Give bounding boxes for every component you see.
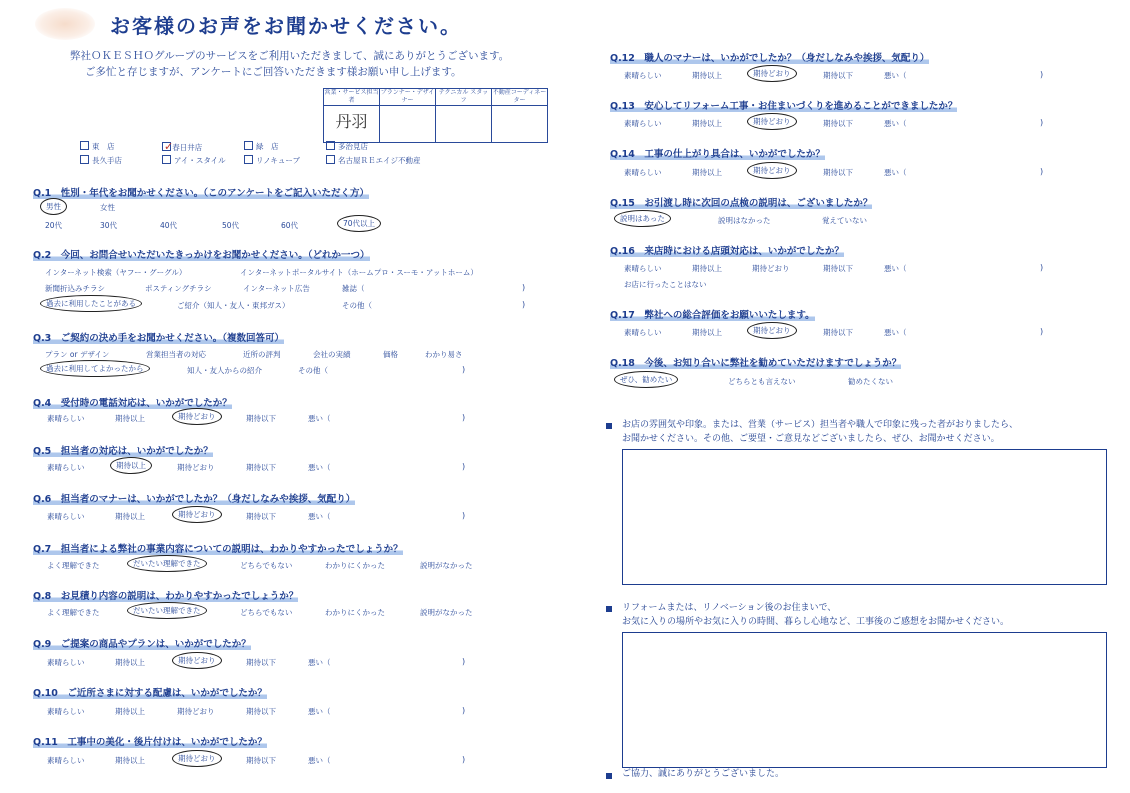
question-2: Q.2 今回、お問合せいただいたきっかけをお聞かせください。（どれか一つ）: [33, 250, 370, 261]
q16-option-excellent[interactable]: 素晴らしい: [624, 264, 662, 273]
q18-option-neutral[interactable]: どちらとも言えない: [728, 377, 796, 386]
bullet-square-icon: [606, 423, 612, 429]
q9-option-excellent[interactable]: 素晴らしい: [47, 658, 85, 667]
q16-option-never-visited[interactable]: お店に行ったことはない: [624, 280, 707, 289]
q2-option-other[interactable]: その他（: [342, 301, 372, 310]
q2-option-web-ad[interactable]: インターネット広告: [243, 284, 310, 293]
store-option-tajimi[interactable]: 多治見店: [326, 140, 416, 154]
checkbox-icon: [80, 155, 89, 164]
q2-option-referral[interactable]: ご紹介（知人・友人・東邦ガス）: [177, 301, 290, 310]
q12-option-above[interactable]: 期待以上: [692, 71, 722, 80]
q17-option-above[interactable]: 期待以上: [692, 328, 722, 337]
q10-option-bad[interactable]: 悪い（: [308, 707, 331, 716]
q13-option-above[interactable]: 期待以上: [692, 119, 722, 128]
store-option-higashi[interactable]: 東 店: [80, 140, 152, 154]
q13-bad-paren: ): [1040, 118, 1044, 127]
q5-option-above[interactable]: 期待以上: [110, 460, 152, 471]
q14-option-below[interactable]: 期待以下: [823, 168, 853, 177]
q9-option-meets[interactable]: 期待どおり: [172, 655, 222, 666]
q2-option-newspaper[interactable]: 新聞折込みチラシ: [45, 284, 105, 293]
q6-option-excellent[interactable]: 素晴らしい: [47, 512, 85, 521]
q15-option-yes[interactable]: 説明はあった: [614, 213, 671, 224]
q13-option-below[interactable]: 期待以下: [823, 119, 853, 128]
question-10: Q.10 ご近所さまに対する配慮は、いかがでしたか？: [33, 688, 267, 699]
check-mark-icon: ✓: [164, 140, 174, 153]
q12-option-below[interactable]: 期待以下: [823, 71, 853, 80]
q1-age-40[interactable]: 40代: [160, 221, 178, 230]
q3-option-sales[interactable]: 営業担当者の対応: [146, 350, 206, 359]
q5-option-excellent[interactable]: 素晴らしい: [47, 463, 85, 472]
staff-header-sales: 営業・サービス担当者: [324, 89, 379, 104]
comment-1-prompt: [622, 418, 1018, 446]
comment-1-box[interactable]: [622, 449, 1107, 585]
q2-other-paren: ): [522, 300, 526, 309]
q8-option-unclear[interactable]: わかりにくかった: [325, 608, 385, 617]
q2-option-magazine[interactable]: 雑誌（: [342, 284, 365, 293]
checkbox-icon: [326, 141, 335, 150]
q11-option-above[interactable]: 期待以上: [115, 756, 145, 765]
q4-option-excellent[interactable]: 素晴らしい: [47, 414, 85, 423]
q17-option-excellent[interactable]: 素晴らしい: [624, 328, 662, 337]
q16-bad-paren: ): [1040, 263, 1044, 272]
q11-option-meets[interactable]: 期待どおり: [172, 753, 222, 764]
checkbox-icon: [162, 155, 171, 164]
comment-2-line-1: リフォームまたは、リノベーション後のお住まいで、: [622, 603, 837, 613]
q3-option-clarity[interactable]: わかり易さ: [425, 350, 463, 359]
question-5: Q.5 担当者の対応は、いかがでしたか？: [33, 446, 213, 457]
q7-option-mostly[interactable]: だいたい理解できた: [127, 558, 207, 569]
q16-option-meets[interactable]: 期待どおり: [752, 264, 790, 273]
question-15: Q.15 お引渡し時に次回の点検の説明は、ございましたか？: [610, 198, 873, 209]
question-17: Q.17 弊社への総合評価をお願いいたします。: [610, 310, 815, 321]
q6-option-below[interactable]: 期待以下: [246, 512, 276, 521]
q10-option-meets[interactable]: 期待どおり: [177, 707, 215, 716]
q13-option-excellent[interactable]: 素晴らしい: [624, 119, 662, 128]
q4-option-meets[interactable]: 期待どおり: [172, 411, 222, 422]
q6-option-meets[interactable]: 期待どおり: [172, 509, 222, 520]
store-option-nagakute[interactable]: 長久手店: [80, 154, 152, 167]
q1-age-30[interactable]: 30代: [100, 221, 118, 230]
question-7: Q.7 担当者による弊社の事業内容についての説明は、わかりやすかったでしょうか？: [33, 544, 403, 555]
q17-bad-paren: ): [1040, 327, 1044, 336]
q9-option-bad[interactable]: 悪い（: [308, 658, 331, 667]
q3-option-plan[interactable]: プラン or デザイン: [45, 350, 110, 359]
q7-option-neither[interactable]: どちらでもない: [240, 561, 293, 570]
q5-bad-paren: ): [462, 462, 466, 471]
staff-cell-planner[interactable]: [380, 106, 436, 143]
q17-option-bad[interactable]: 悪い（: [884, 328, 907, 337]
q4-option-bad[interactable]: 悪い（: [308, 414, 331, 423]
staff-cell-technical[interactable]: [436, 106, 492, 143]
q18-option-recommend[interactable]: ぜひ、勧めたい: [614, 374, 678, 385]
q5-option-below[interactable]: 期待以下: [246, 463, 276, 472]
staff-table: [323, 88, 548, 143]
q1-age-20[interactable]: 20代: [45, 221, 63, 230]
intro-text: [70, 48, 509, 80]
q12-bad-paren: ): [1040, 70, 1044, 79]
q8-option-none[interactable]: 説明がなかった: [420, 608, 473, 617]
question-14: Q.14 工事の仕上がり具合は、いかがでしたか？: [610, 149, 825, 160]
question-13: Q.13 安心してリフォーム工事・お住まいづくりを進めることができましたか？: [610, 101, 958, 112]
q6-option-above[interactable]: 期待以上: [115, 512, 145, 521]
q7-option-well[interactable]: よく理解できた: [47, 561, 100, 570]
q11-option-excellent[interactable]: 素晴らしい: [47, 756, 85, 765]
comment-2-box[interactable]: [622, 632, 1107, 768]
q1-age-50[interactable]: 50代: [222, 221, 240, 230]
q3-option-reputation[interactable]: 近所の評判: [243, 350, 281, 359]
staff-header-technical: テクニカル スタッフ: [436, 89, 492, 106]
q16-option-bad[interactable]: 悪い（: [884, 264, 907, 273]
q14-option-bad[interactable]: 悪い（: [884, 168, 907, 177]
q4-bad-paren: ): [462, 413, 466, 422]
intro-line-1: 弊社ＯＫＥＳＨＯグループのサービスをご利用いただきまして、誠にありがとうございます。: [70, 50, 510, 62]
q9-bad-paren: ): [462, 657, 466, 666]
q1-age-60[interactable]: 60代: [281, 221, 299, 230]
q11-bad-paren: ): [462, 755, 466, 764]
q5-option-bad[interactable]: 悪い（: [308, 463, 331, 472]
comment-2-prompt: [622, 601, 1009, 629]
page-title: お客様のお声をお聞かせください。: [110, 14, 462, 38]
q17-option-meets[interactable]: 期待どおり: [747, 325, 797, 336]
bullet-square-icon: [606, 773, 612, 779]
question-12: Q.12 職人のマナーは、いかがでしたか？（身だしなみや挨拶、気配り）: [610, 53, 930, 64]
q7-option-none[interactable]: 説明がなかった: [420, 561, 473, 570]
q11-option-below[interactable]: 期待以下: [246, 756, 276, 765]
q8-option-mostly[interactable]: だいたい理解できた: [127, 605, 207, 616]
q2-option-posting[interactable]: ポスティングチラシ: [145, 284, 212, 293]
signature-text: 丹羽: [335, 112, 368, 131]
q1-age-70plus[interactable]: 70代以上: [337, 218, 381, 229]
store-option-renocube[interactable]: リノキューブ: [244, 154, 316, 167]
company-logo: [35, 8, 95, 40]
q8-option-neither[interactable]: どちらでもない: [240, 608, 293, 617]
q18-option-no[interactable]: 勧めたくない: [848, 377, 893, 386]
q3-other-paren: ): [462, 365, 466, 374]
comment-2-line-2: お気に入りの場所やお気に入りの時間、暮らし心地など、工事後のご感想をお聞かせください。: [622, 617, 1010, 627]
question-6: Q.6 担当者のマナーは、いかがでしたか？（身だしなみや挨拶、気配り）: [33, 494, 356, 505]
question-1: Q.1 性別・年代をお聞かせください。（このアンケートをご記入いただく方）: [33, 188, 369, 199]
q5-option-meets[interactable]: 期待どおり: [177, 463, 215, 472]
q17-option-below[interactable]: 期待以下: [823, 328, 853, 337]
q14-option-excellent[interactable]: 素晴らしい: [624, 168, 662, 177]
checkbox-icon: [244, 141, 253, 150]
q3-option-price[interactable]: 価格: [383, 350, 398, 359]
q16-option-below[interactable]: 期待以下: [823, 264, 853, 273]
q16-option-above[interactable]: 期待以上: [692, 264, 722, 273]
q9-option-above[interactable]: 期待以上: [115, 658, 145, 667]
q14-bad-paren: ): [1040, 167, 1044, 176]
question-16: Q.16 来店時における店頭対応は、いかがでしたか？: [610, 246, 844, 257]
q10-option-excellent[interactable]: 素晴らしい: [47, 707, 85, 716]
thanks-text: ご協力、誠にありがとうございました。: [622, 769, 785, 779]
q11-option-bad[interactable]: 悪い（: [308, 756, 331, 765]
bullet-square-icon: [606, 606, 612, 612]
q2-option-search[interactable]: インターネット検索（ヤフー・グーグル）: [45, 268, 187, 277]
q14-option-above[interactable]: 期待以上: [692, 168, 722, 177]
q8-option-well[interactable]: よく理解できた: [47, 608, 100, 617]
store-checklist: [80, 140, 436, 167]
q12-option-meets[interactable]: 期待どおり: [747, 68, 797, 79]
question-3: Q.3 ご契約の決め手をお聞かせください。（複数回答可）: [33, 333, 285, 344]
q15-option-no[interactable]: 説明はなかった: [718, 216, 771, 225]
staff-signature[interactable]: [324, 106, 380, 143]
store-option-nagoya-re[interactable]: 名古屋ＲＥエイジ不動産: [326, 154, 436, 167]
q2-option-past-use[interactable]: 過去に利用したことがある: [40, 298, 142, 309]
q7-option-unclear[interactable]: わかりにくかった: [325, 561, 385, 570]
q3-option-track-record[interactable]: 会社の実績: [313, 350, 351, 359]
q6-option-bad[interactable]: 悪い（: [308, 512, 331, 521]
question-11: Q.11 工事中の美化・後片付けは、いかがでしたか？: [33, 737, 267, 748]
q14-option-meets[interactable]: 期待どおり: [747, 165, 797, 176]
comment-1-line-1: お店の雰囲気や印象。または、営業（サービス）担当者や職人で印象に残った者がおりましたら、: [622, 420, 1019, 430]
q12-option-excellent[interactable]: 素晴らしい: [624, 71, 662, 80]
q1-gender-male[interactable]: 男性: [40, 201, 67, 212]
q10-option-above[interactable]: 期待以上: [115, 707, 145, 716]
store-option-kasugai[interactable]: ✓春日井店: [164, 140, 203, 153]
staff-cell-realestate[interactable]: [492, 106, 548, 143]
checkbox-icon: [244, 155, 253, 164]
q13-option-bad[interactable]: 悪い（: [884, 119, 907, 128]
staff-header-realestate: 不動産コーディネーター: [492, 89, 547, 104]
q1-gender-female[interactable]: 女性: [100, 203, 115, 212]
q2-option-portal[interactable]: インターネットポータルサイト（ホームプロ・スーモ・アットホーム）: [240, 268, 478, 277]
q15-option-forgot[interactable]: 覚えていない: [822, 216, 867, 225]
staff-header-planner: プランナー・デザイナー: [380, 89, 435, 104]
q4-option-above[interactable]: 期待以上: [115, 414, 145, 423]
q12-option-bad[interactable]: 悪い（: [884, 71, 907, 80]
q3-option-referral[interactable]: 知人・友人からの紹介: [187, 366, 262, 375]
q10-bad-paren: ): [462, 706, 466, 715]
q13-option-meets[interactable]: 期待どおり: [747, 116, 797, 127]
question-9: Q.9 ご提案の商品やプランは、いかがでしたか？: [33, 639, 251, 650]
comment-1-line-2: お聞かせください。その他、ご要望・ご意見などございましたら、ぜひ、お聞かせください。: [622, 434, 1000, 444]
checkbox-icon: [80, 141, 89, 150]
question-4: Q.4 受付時の電話対応は、いかがでしたか？: [33, 398, 232, 409]
store-option-midori[interactable]: 緑 店: [244, 140, 316, 154]
question-18: Q.18 今後、お知り合いに弊社を勧めていただけますでしょうか？: [610, 358, 902, 369]
question-8: Q.8 お見積り内容の説明は、わかりやすかったでしょうか？: [33, 591, 299, 602]
q6-bad-paren: ): [462, 511, 466, 520]
q2-magazine-paren: ): [522, 283, 526, 292]
q9-option-below[interactable]: 期待以下: [246, 658, 276, 667]
store-option-istyle[interactable]: アイ・スタイル: [162, 154, 234, 167]
checkbox-icon: [326, 155, 335, 164]
intro-line-2: ご多忙と存じますが、アンケートにご回答いただきます様お願い申し上げます。: [85, 66, 462, 78]
q3-option-other[interactable]: その他（: [298, 366, 328, 375]
q3-option-past-good[interactable]: 過去に利用してよかったから: [40, 363, 150, 374]
q10-option-below[interactable]: 期待以下: [246, 707, 276, 716]
q4-option-below[interactable]: 期待以下: [246, 414, 276, 423]
